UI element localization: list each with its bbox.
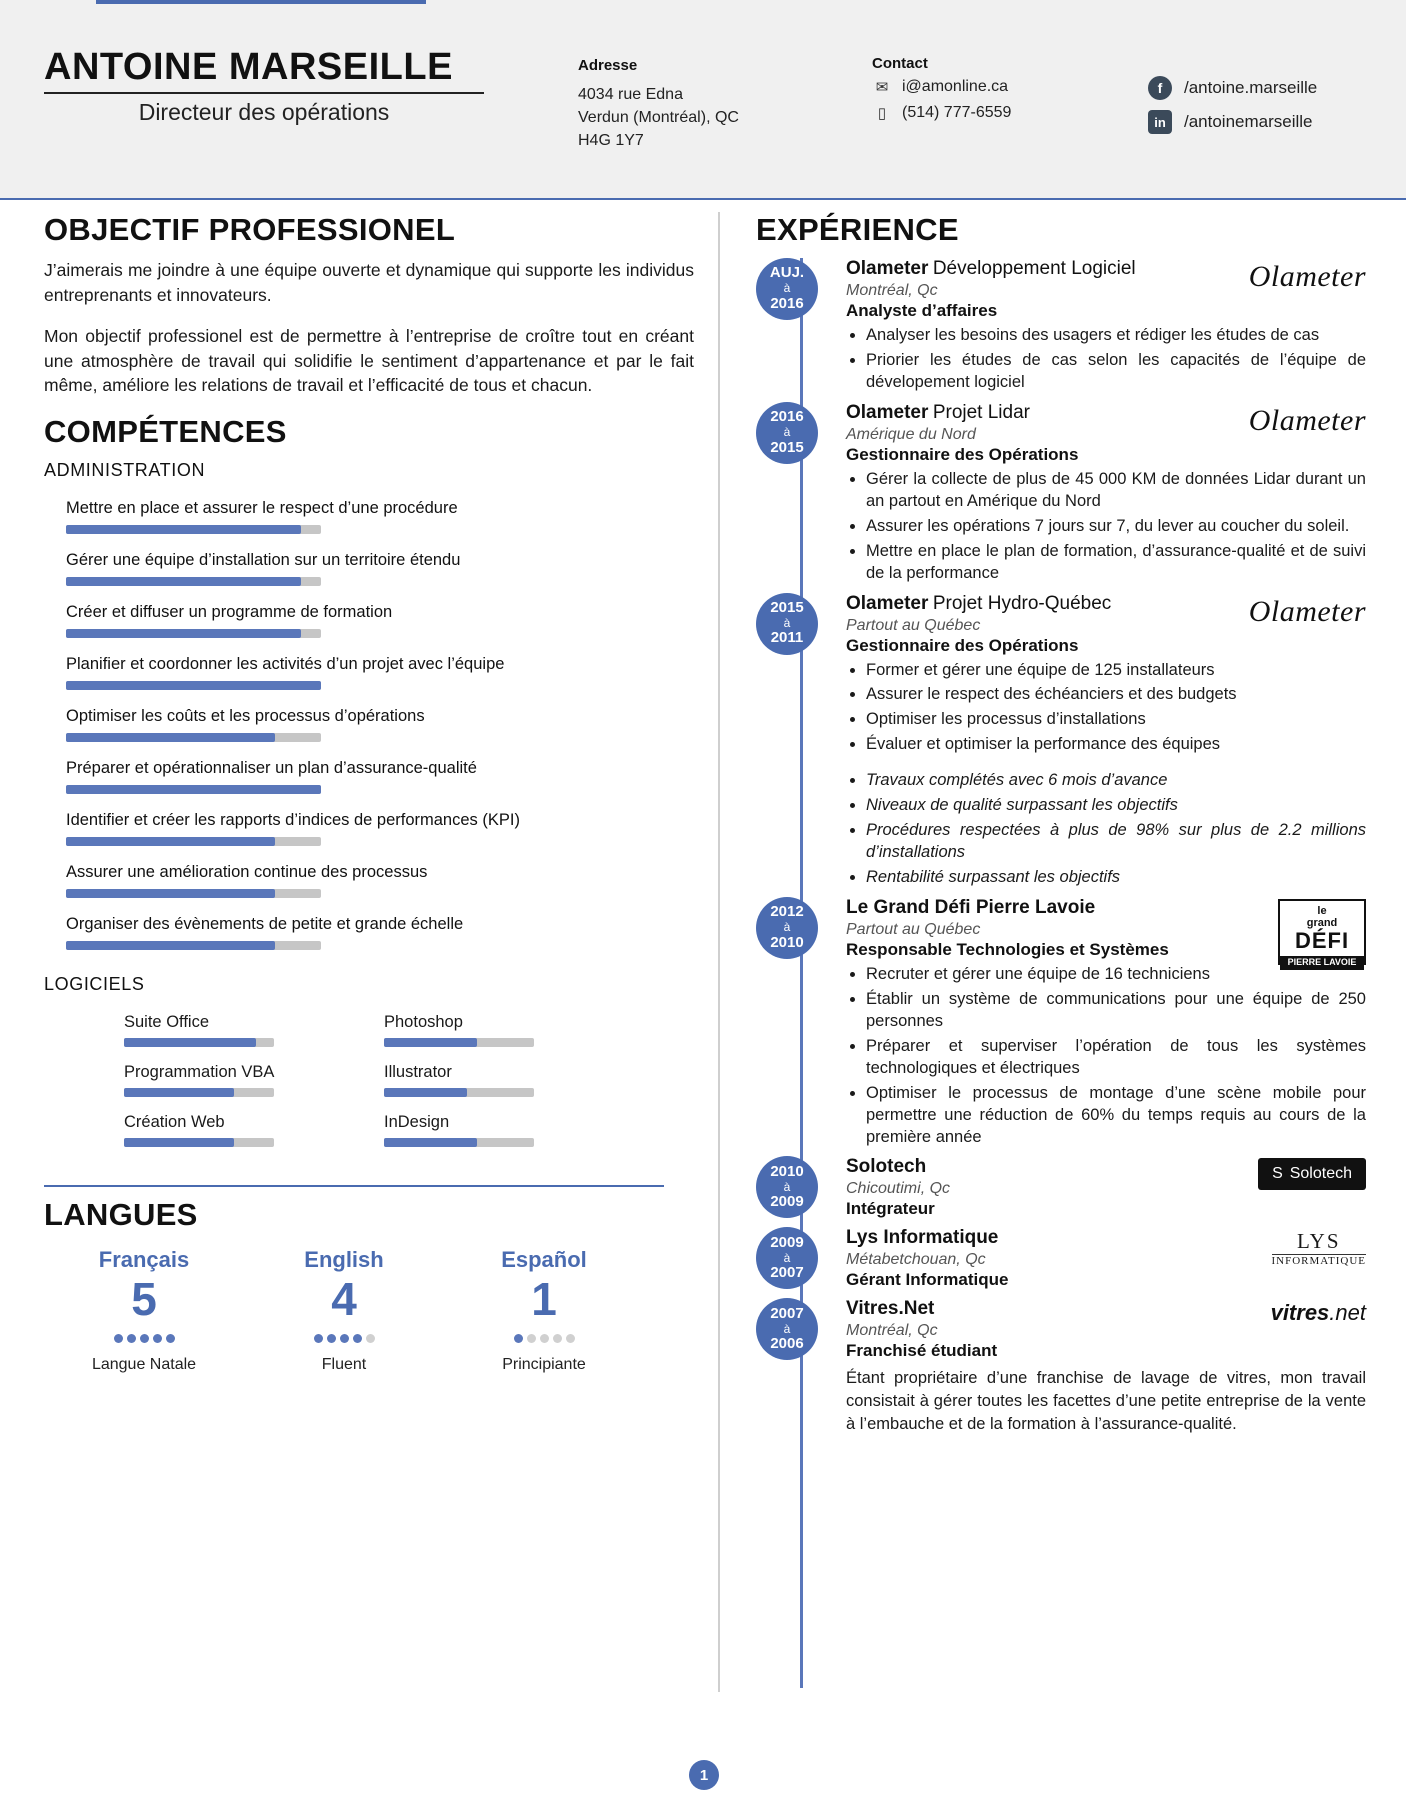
employer-location: Métabetchouan, Qc bbox=[846, 1251, 986, 1269]
skill-item bbox=[66, 915, 694, 950]
date-end: 2007 bbox=[770, 1264, 804, 1282]
experience-highlight: • Travaux complétés avec 6 mois d’avance bbox=[866, 770, 1366, 792]
skill-bar-fill bbox=[66, 629, 301, 638]
facebook-icon: f bbox=[1148, 76, 1172, 100]
email-row[interactable] bbox=[872, 78, 1011, 96]
languages-row bbox=[44, 1247, 694, 1373]
language-note: Fluent bbox=[321, 1355, 367, 1373]
page-header bbox=[0, 0, 1406, 200]
right-column bbox=[756, 212, 1366, 1444]
experience-date-badge bbox=[756, 897, 818, 959]
software-label-text: InDesign bbox=[384, 1113, 450, 1132]
language-item bbox=[444, 1247, 644, 1373]
skill-bar-track bbox=[66, 941, 321, 950]
experience-bullet: • Former et gérer une équipe de 125 installateurs bbox=[866, 660, 1366, 682]
language-score: 4 bbox=[331, 1273, 357, 1326]
skill-bar-fill bbox=[66, 785, 321, 794]
experience-item bbox=[756, 897, 1366, 1149]
date-separator: à bbox=[783, 920, 791, 935]
employer-name: Lys Informatique bbox=[846, 1227, 999, 1249]
date-end: 2015 bbox=[770, 438, 804, 456]
skill-item bbox=[66, 603, 694, 638]
skill-label: Organiser des évènements de petite et grande échelle bbox=[66, 915, 464, 934]
date-end: 2006 bbox=[770, 1335, 804, 1353]
experience-item bbox=[756, 402, 1366, 585]
experience-bullet: • Recruter et gérer une équipe de 16 techniciens bbox=[866, 964, 1366, 986]
software-column-left bbox=[124, 1013, 384, 1163]
olameter-logo: Olameter bbox=[1248, 403, 1366, 437]
address-line-1: 4034 rue Edna bbox=[578, 85, 683, 103]
job-role: Gestionnaire des Opérations bbox=[846, 444, 1079, 464]
lys-informatique-logo: LYS INFORMATIQUE bbox=[1271, 1229, 1366, 1268]
language-dot bbox=[527, 1334, 536, 1343]
envelope-icon: ✉ bbox=[875, 79, 889, 96]
date-separator: à bbox=[783, 1321, 791, 1336]
date-end: 2009 bbox=[770, 1193, 804, 1211]
software-item bbox=[384, 1113, 644, 1147]
date-separator: à bbox=[783, 281, 791, 296]
experience-bullet: • Évaluer et optimiser la performance des équipes bbox=[866, 734, 1366, 756]
experience-bullet: • Préparer et superviser l’opération de tous les systèmes technologiques et électriques bbox=[866, 1036, 1366, 1080]
skill-bar-track bbox=[66, 681, 321, 690]
employer-location: Chicoutimi, Qc bbox=[846, 1180, 951, 1198]
skill-bar-track bbox=[66, 733, 321, 742]
grand-defi-logo: le grand DÉFI PIERRE LAVOIE bbox=[1278, 899, 1366, 965]
employer-name: Olameter bbox=[846, 258, 929, 279]
identity-block bbox=[44, 48, 484, 126]
job-role: Gérant Informatique bbox=[846, 1270, 1009, 1290]
software-bar-fill bbox=[384, 1138, 477, 1147]
software-bar-track bbox=[124, 1088, 274, 1097]
skill-label: Identifier et créer les rapports d’indices de performances (KPI) bbox=[66, 811, 520, 830]
language-dot bbox=[566, 1334, 575, 1343]
vitres-net-logo: vitres.net bbox=[1270, 1300, 1366, 1326]
experience-bullet: • Optimiser les processus d’installations bbox=[866, 709, 1366, 731]
language-score: 1 bbox=[531, 1273, 557, 1326]
address-block bbox=[578, 55, 739, 152]
experience-list bbox=[756, 258, 1366, 1436]
language-note: Langue Natale bbox=[91, 1355, 197, 1373]
linkedin-row[interactable] bbox=[1148, 110, 1317, 134]
job-title: Directeur des opérations bbox=[138, 98, 390, 125]
software-label-text: Création Web bbox=[124, 1113, 225, 1132]
skill-bar-fill bbox=[66, 525, 301, 534]
employer-logo bbox=[1249, 404, 1366, 438]
experience-bullet: • Assurer les opérations 7 jours sur 7, du lever au coucher du soleil. bbox=[866, 516, 1366, 538]
experience-date-badge bbox=[756, 258, 818, 320]
facebook-handle: /antoine.marseille bbox=[1184, 78, 1318, 97]
solotech-logo: S Solotech bbox=[1258, 1158, 1366, 1190]
project-name: Projet Hydro-Québec bbox=[932, 592, 1112, 614]
experience-bullet: • Établir un système de communications pour une équipe de 250 personnes bbox=[866, 989, 1366, 1033]
language-dot bbox=[314, 1334, 323, 1343]
employer-location: Partout au Québec bbox=[846, 616, 981, 634]
skill-label: Gérer une équipe d’installation sur un territoire étendu bbox=[66, 551, 461, 570]
experience-bullets bbox=[848, 469, 1366, 585]
software-bar-track bbox=[124, 1038, 274, 1047]
date-start: 2016 bbox=[770, 408, 804, 426]
software-bar-track bbox=[384, 1138, 534, 1147]
experience-bullet: • Optimiser le processus de montage d’une scène mobile pour permettre une réduction de 60% du temps requis au cours de la première année bbox=[866, 1083, 1366, 1149]
employer-logo bbox=[1271, 1300, 1366, 1326]
software-label-text: Suite Office bbox=[124, 1013, 209, 1032]
language-dot bbox=[353, 1334, 362, 1343]
software-bar-track bbox=[384, 1038, 534, 1047]
experience-bullet: • Gérer la collecte de plus de 45 000 KM de données Lidar durant un an partout en Amérique du Nord bbox=[866, 469, 1366, 513]
phone-row[interactable] bbox=[872, 104, 1011, 122]
employer-logo bbox=[1258, 1158, 1366, 1190]
language-dot bbox=[340, 1334, 349, 1343]
social-block bbox=[1148, 76, 1317, 144]
date-start: 2007 bbox=[770, 1304, 804, 1322]
language-dots bbox=[244, 1330, 444, 1348]
skill-bar-fill bbox=[66, 889, 275, 898]
skill-bar-fill bbox=[66, 941, 275, 950]
skill-label: Planifier et coordonner les activités d’un projet avec l’équipe bbox=[66, 655, 505, 674]
language-note: Principiante bbox=[502, 1355, 586, 1373]
skill-item bbox=[66, 499, 694, 534]
experience-paragraph: Étant propriétaire d’une franchise de lavage de vitres, mon travail consistait à gérer toutes les facettes d’une petite entreprise de la vente à l’embauche et de la formation à l’assurance-qualité. bbox=[846, 1369, 1366, 1433]
language-name: Español bbox=[501, 1247, 587, 1273]
employer-name: Olameter bbox=[846, 401, 929, 423]
software-bar-fill bbox=[384, 1038, 477, 1047]
date-start: 2015 bbox=[770, 598, 804, 616]
experience-date-badge bbox=[756, 1156, 818, 1218]
job-role: Responsable Technologies et Systèmes bbox=[846, 939, 1169, 959]
experience-bullets bbox=[848, 660, 1366, 757]
software-item bbox=[384, 1063, 644, 1097]
date-separator: à bbox=[783, 615, 791, 630]
administration-label: ADMINISTRATION bbox=[44, 460, 206, 481]
skill-bar-track bbox=[66, 629, 321, 638]
experience-bullet: • Assurer le respect des échéanciers et des budgets bbox=[866, 684, 1366, 706]
olameter-logo: Olameter bbox=[1248, 594, 1366, 628]
experience-highlight: • Niveaux de qualité surpassant les objectifs bbox=[866, 795, 1366, 817]
objective-paragraph-2: Mon objectif professionel est de permettre à l’entreprise de croître tout en créant une atmosphère de travail qui solidifie le sentiment d’appartenance et par le fait même, améliore les relations de travail et l’efficacité de tous et chacun. bbox=[44, 325, 694, 396]
objective-paragraph-1: J’aimerais me joindre à une équipe ouverte et dynamique qui supporte les individus entreprenants et innovateurs. bbox=[44, 260, 694, 305]
experience-bullet: • Mettre en place le plan de formation, d’assurance-qualité et de suivi de la performance bbox=[866, 541, 1366, 585]
experience-date-badge bbox=[756, 402, 818, 464]
date-end: 2011 bbox=[770, 629, 804, 647]
software-bar-track bbox=[124, 1138, 274, 1147]
software-item bbox=[124, 1013, 384, 1047]
project-name: Projet Lidar bbox=[932, 401, 1030, 423]
date-start: 2012 bbox=[770, 903, 804, 921]
skill-bar-track bbox=[66, 525, 321, 534]
skill-item bbox=[66, 863, 694, 898]
experience-item bbox=[756, 258, 1366, 394]
page-number-badge: 1 bbox=[689, 1760, 719, 1790]
employer-name: Le Grand Défi Pierre Lavoie bbox=[846, 896, 1096, 918]
employer-name: Solotech bbox=[846, 1156, 927, 1178]
language-score: 5 bbox=[131, 1273, 157, 1326]
page-title: ANTOINE MARSEILLE bbox=[44, 46, 453, 88]
skill-item bbox=[66, 655, 694, 690]
skill-bar-track bbox=[66, 577, 321, 586]
software-bar-fill bbox=[124, 1138, 234, 1147]
job-role: Franchisé étudiant bbox=[846, 1341, 998, 1361]
experience-item bbox=[756, 1156, 1366, 1219]
employer-name: Olameter bbox=[846, 592, 929, 614]
skill-item bbox=[66, 551, 694, 586]
skill-bar-fill bbox=[66, 837, 275, 846]
language-dot bbox=[127, 1334, 136, 1343]
linkedin-icon: in bbox=[1148, 110, 1172, 134]
experience-date-badge bbox=[756, 1298, 818, 1360]
skill-label: Optimiser les coûts et les processus d’opérations bbox=[66, 707, 425, 726]
language-dot bbox=[166, 1334, 175, 1343]
skill-label: Créer et diffuser un programme de formation bbox=[66, 603, 393, 622]
experience-bullet: • Priorier les études de cas selon les capacités de l’équipe de dévelopement logiciel bbox=[866, 350, 1366, 394]
objective-heading: OBJECTIF PROFESSIONEL bbox=[44, 212, 456, 247]
address-line-2: Verdun (Montréal), QC bbox=[578, 108, 739, 126]
left-column bbox=[44, 212, 694, 1374]
software-bar-fill bbox=[124, 1088, 234, 1097]
software-label-text: Photoshop bbox=[384, 1013, 463, 1032]
skill-bar-track bbox=[66, 837, 321, 846]
language-dot bbox=[153, 1334, 162, 1343]
job-role: Gestionnaire des Opérations bbox=[846, 635, 1079, 655]
software-item bbox=[384, 1013, 644, 1047]
software-bar-fill bbox=[384, 1088, 467, 1097]
skill-bar-fill bbox=[66, 733, 275, 742]
language-name: Français bbox=[98, 1247, 190, 1273]
contact-label: Contact bbox=[872, 55, 928, 72]
language-dot bbox=[540, 1334, 549, 1343]
experience-date-badge bbox=[756, 593, 818, 655]
header-accent-bar bbox=[96, 0, 426, 4]
linkedin-handle: /antoinemarseille bbox=[1184, 112, 1313, 131]
language-dots bbox=[44, 1330, 244, 1348]
software-item bbox=[124, 1063, 384, 1097]
skill-bar-track bbox=[66, 785, 321, 794]
skill-list bbox=[44, 499, 694, 950]
date-start: AUJ. bbox=[769, 264, 805, 282]
employer-logo bbox=[1249, 595, 1366, 629]
language-dot bbox=[553, 1334, 562, 1343]
language-item bbox=[244, 1247, 444, 1373]
experience-bullets bbox=[848, 964, 1366, 1149]
address-line-3: H4G 1Y7 bbox=[578, 132, 644, 150]
skill-item bbox=[66, 811, 694, 846]
experience-highlight: • Procédures respectées à plus de 98% sur plus de 2.2 millions d’installations bbox=[866, 820, 1366, 864]
language-dot bbox=[114, 1334, 123, 1343]
skill-label: Préparer et opérationnaliser un plan d’assurance-qualité bbox=[66, 759, 477, 778]
software-label: LOGICIELS bbox=[44, 974, 145, 995]
employer-location: Montréal, Qc bbox=[846, 1322, 938, 1340]
software-label-text: Programmation VBA bbox=[124, 1063, 275, 1082]
date-end: 2016 bbox=[770, 294, 804, 312]
software-bar-fill bbox=[124, 1038, 256, 1047]
language-dot bbox=[514, 1334, 523, 1343]
date-separator: à bbox=[783, 1179, 791, 1194]
employer-logo bbox=[1278, 899, 1366, 968]
experience-bullet: • Analyser les besoins des usagers et rédiger les études de cas bbox=[866, 325, 1366, 347]
skill-item bbox=[66, 759, 694, 794]
job-role: Intégrateur bbox=[846, 1199, 935, 1219]
experience-item bbox=[756, 1298, 1366, 1435]
experience-item bbox=[756, 593, 1366, 889]
date-start: 2009 bbox=[770, 1233, 804, 1251]
skill-bar-fill bbox=[66, 577, 301, 586]
column-divider bbox=[718, 212, 720, 1692]
employer-location: Montréal, Qc bbox=[846, 282, 938, 299]
language-dot bbox=[366, 1334, 375, 1343]
title-divider bbox=[44, 92, 484, 94]
software-label-text: Illustrator bbox=[384, 1063, 452, 1082]
skill-label: Mettre en place et assurer le respect d’une procédure bbox=[66, 499, 458, 518]
language-dot bbox=[140, 1334, 149, 1343]
skill-bar-track bbox=[66, 889, 321, 898]
experience-item bbox=[756, 1227, 1366, 1290]
contact-block bbox=[872, 55, 1011, 130]
employer-location: Partout au Québec bbox=[846, 920, 981, 938]
software-bar-track bbox=[384, 1088, 534, 1097]
date-separator: à bbox=[783, 425, 791, 440]
software-item bbox=[124, 1113, 384, 1147]
software-column-right bbox=[384, 1013, 644, 1163]
job-role: Analyste d’affaires bbox=[846, 301, 998, 320]
address-label: Adresse bbox=[578, 57, 638, 74]
skills-heading: COMPÉTENCES bbox=[44, 414, 287, 450]
language-item bbox=[44, 1247, 244, 1373]
language-dot bbox=[327, 1334, 336, 1343]
software-grid bbox=[124, 1013, 694, 1163]
date-start: 2010 bbox=[770, 1162, 804, 1180]
experience-highlight: • Rentabilité surpassant les objectifs bbox=[866, 867, 1366, 889]
skill-bar-fill bbox=[66, 681, 321, 690]
facebook-row[interactable] bbox=[1148, 76, 1317, 100]
phone-value: (514) 777-6559 bbox=[902, 104, 1012, 121]
employer-name: Vitres.Net bbox=[846, 1298, 935, 1320]
skill-item bbox=[66, 707, 694, 742]
experience-bullets bbox=[848, 325, 1366, 394]
phone-icon: ▯ bbox=[877, 105, 887, 122]
email-value: i@amonline.ca bbox=[902, 78, 1009, 95]
employer-location: Amérique du Nord bbox=[846, 425, 976, 443]
date-end: 2010 bbox=[770, 933, 804, 951]
languages-heading: LANGUES bbox=[44, 1197, 198, 1233]
experience-date-badge bbox=[756, 1227, 818, 1289]
date-separator: à bbox=[783, 1250, 791, 1265]
olameter-logo: Olameter bbox=[1248, 260, 1366, 293]
experience-heading: EXPÉRIENCE bbox=[756, 212, 959, 247]
employer-logo bbox=[1272, 1229, 1367, 1267]
language-dots bbox=[444, 1330, 644, 1348]
languages-divider bbox=[44, 1185, 664, 1187]
project-name: Développement Logiciel bbox=[932, 258, 1136, 279]
skill-label: Assurer une amélioration continue des processus bbox=[66, 863, 428, 882]
employer-logo bbox=[1249, 260, 1366, 294]
language-name: English bbox=[304, 1247, 384, 1273]
experience-highlights bbox=[848, 770, 1366, 889]
